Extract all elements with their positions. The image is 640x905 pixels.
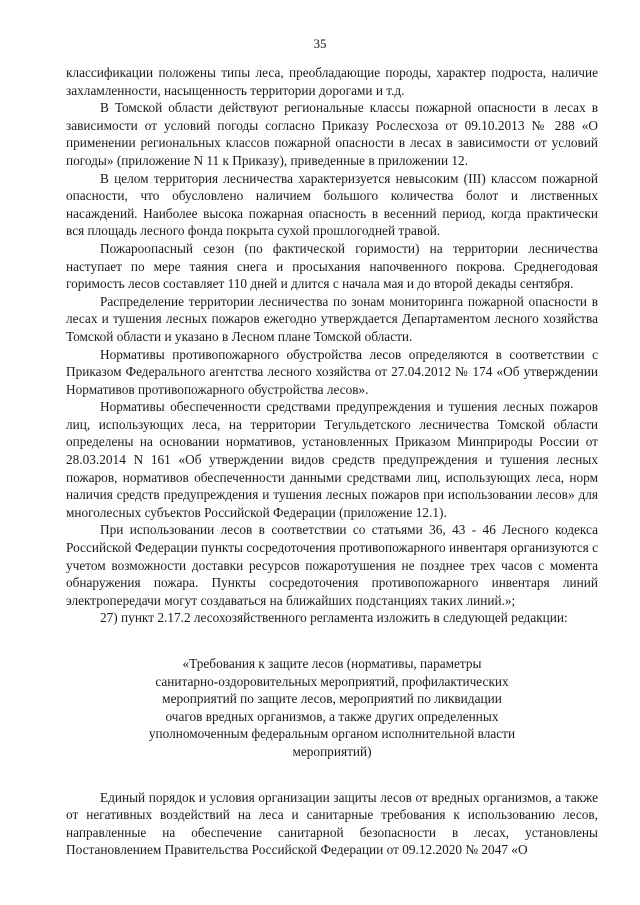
paragraph-continuation: классификации положены типы леса, преобладающие породы, характер подроста, наличие захламленности, насыщенность территории дорогами и т.д. xyxy=(66,65,598,98)
paragraph-item-27: 27) пункт 2.17.2 лесохозяйственного регламента изложить в следующей редакции: xyxy=(100,610,568,626)
paragraph-forest-protection: Единый порядок и условия организации защиты лесов от вредных организмов, а также от негативных воздействий на леса и санитарные требования к использованию лесов, направленные на обеспечение санитарной безопасности в лесах, установлены Постановлением Правительства Российской Федерации от 09.12.2020 № 2047 «О xyxy=(66,789,598,858)
quote-line: уполномоченным федеральным органом исполнительной власти xyxy=(148,726,516,742)
paragraph-fire-danger-class: В целом территория лесничества характеризуется невысоким (III) классом пожарной опасности, что обусловлено наличием большого количества болот и лиственных насаждений. Наиболее высока пожарная опасность в весенний период, когда практически вся площадь лесного фонда покрыта сухой прошлогодней травой. xyxy=(66,170,598,239)
quote-line: «Требования к защите лесов (нормативы, параметры xyxy=(182,656,482,671)
quote-line: мероприятий) xyxy=(292,743,372,759)
quote-line: очагов вредных организмов, а также других определенных xyxy=(165,708,499,724)
paragraph-equipment-points: При использовании лесов в соответствии со статьями 36, 43 - 46 Лесного кодекса Российской Федерации пункты сосредоточения противопожарного инвентаря организуются с учетом возможности доставки ресурсов пожаротушения не позднее трех часов с момента обнаружения пожара. Пункты сосредоточения противопожарного инвентаря линий электропередачи могут создаваться на ближайших подстанциях таких линий.»; xyxy=(66,522,598,608)
paragraph-provision-standards: Нормативы обеспеченности средствами предупреждения и тушения лесных пожаров лиц, использующих леса, на территории Тегульдетского лесничества Томской области определены на основании нормативов, установленных Приказом Минприроды России от 28.03.2014 N 161 «Об утверждении видов средств предупреждения и тушения лесных пожаров, нормативов обеспеченности данными средствами лиц, использующих леса, норм наличия средств предупреждения и тушения лесных пожаров при использовании лесов» для многолесных субъектов Российской Федерации (приложение 12.1). xyxy=(66,399,598,520)
paragraph-fire-season: Пожароопасный сезон (по фактической горимости) на территории лесничества наступает по мере таяния снега и просыхания напочвенного покрова. Среднегодовая горимость лесов составляет 110 дней и длится с начала мая и до второй декады сентября. xyxy=(66,240,598,292)
quote-line: мероприятий по защите лесов, мероприятий по ликвидации xyxy=(162,691,502,707)
paragraph-regional-classes: В Томской области действуют региональные классы пожарной опасности в лесах в зависимости от условий погоды согласно Приказу Рослесхоза от 09.10.2013 № 288 «О применении региональных классов пожарной опасности в лесах в зависимости от условий погоды» (приложение N 11 к Приказу), приведенные в приложении 12. xyxy=(66,100,598,168)
page-number: 35 xyxy=(313,36,327,51)
paragraph-monitoring-zones: Распределение территории лесничества по зонам мониторинга пожарной опасности в лесах и тушения лесных пожаров ежегодно утверждается Департаментом лесного хозяйства Томской области и указано в Лесном плане Томской области. xyxy=(66,293,598,344)
section-heading-quote xyxy=(66,655,598,761)
document-body xyxy=(66,64,598,859)
quote-line: санитарно-оздоровительных мероприятий, профилактических xyxy=(155,673,509,689)
paragraph-fire-standards: Нормативы противопожарного обустройства лесов определяются в соответствии с Приказом Федерального агентства лесного хозяйства от 27.04.2012 № 174 «Об утверждении Нормативов противопожарного обустройства лесов». xyxy=(66,346,598,397)
